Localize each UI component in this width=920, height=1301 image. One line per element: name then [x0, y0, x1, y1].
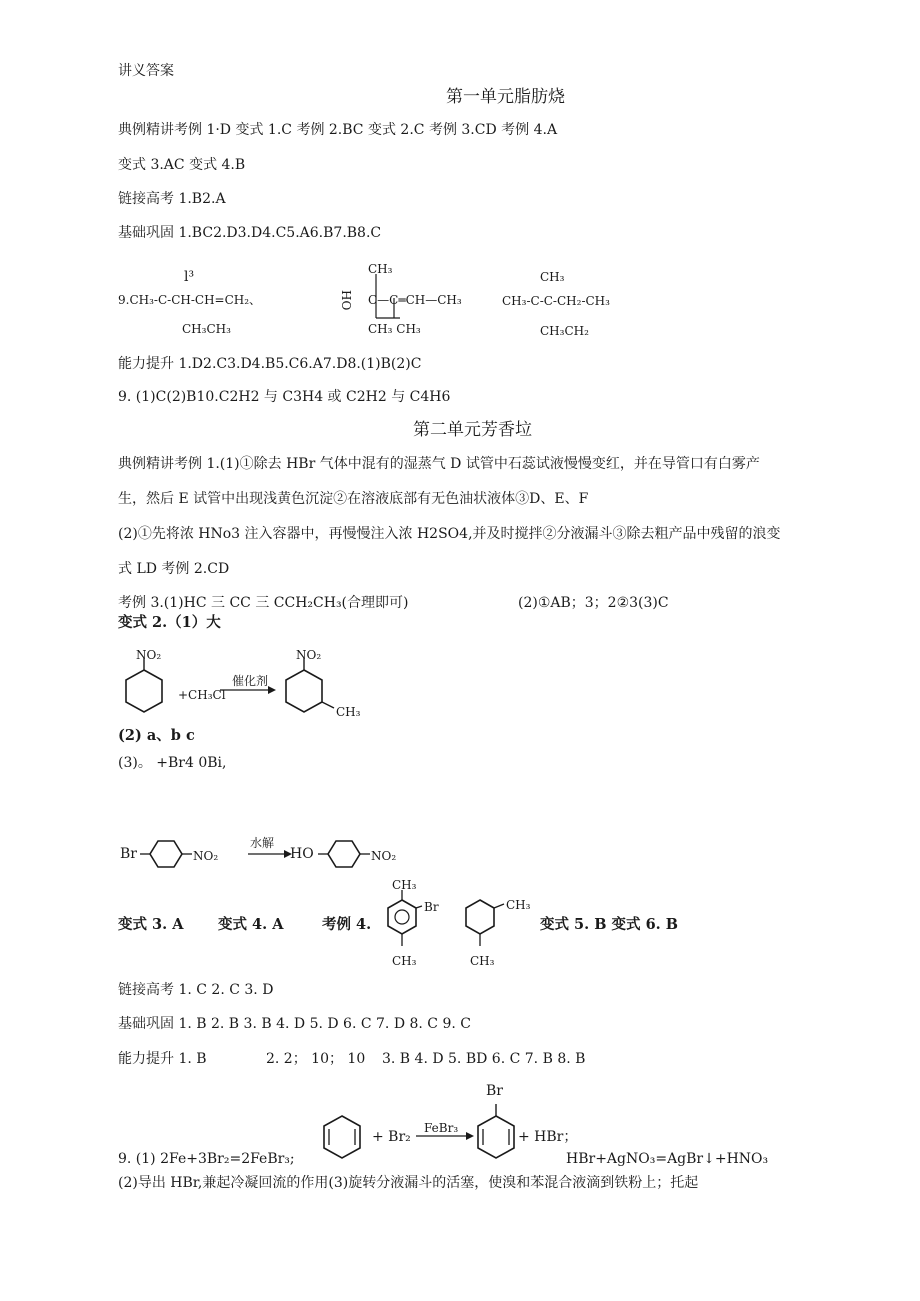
q9-structure3-main: CH₃-C-C-CH₂-CH₃ — [502, 294, 610, 308]
q9-structure2-ch3: CH₃ — [368, 262, 393, 276]
q9-structure3-top: CH₃ — [540, 270, 565, 284]
reaction3-br2: + Br₂ — [372, 1129, 411, 1145]
unit2-paragraph5b: (2)①AB；3；2②3(3)C — [518, 595, 669, 611]
unit2-paragraph5a: 考例 3.(1)HC 三 CC 三 CCH₂CH₃(合理即可) — [118, 595, 409, 611]
reaction1-catalyst: 催化剂 — [232, 674, 269, 688]
unit1-line6: 9. (1)C(2)B10.C2H2 与 C3H4 或 C2H2 与 C4H6 — [118, 389, 451, 405]
q9-structure1-top: l³ — [184, 269, 195, 285]
structure-b-ch3-side: CH₃ — [506, 898, 531, 912]
q9-structure2-chain: C—C═CH—CH₃ — [368, 293, 462, 307]
variant3-line: (3)。 +Br4 0Bi, — [118, 755, 227, 771]
reaction3-hbr: + HBr； — [518, 1129, 578, 1145]
reaction3-catalyst: FeBr₃ — [424, 1121, 459, 1135]
ability-answers-1: 能力提升 1. B — [118, 1051, 207, 1067]
reaction2-no2-right: NO₂ — [371, 849, 397, 863]
reaction1-ch3cl: +CH₃Cl — [178, 688, 226, 702]
reaction1-no2-right: NO₂ — [296, 648, 322, 662]
ability-answers-3: 3. B 4. D 5. BD 6. C 7. B 8. B — [382, 1051, 586, 1067]
q9-structure1-bottom: CH₃CH₃ — [182, 322, 231, 336]
structure-a-ch3-bottom: CH₃ — [392, 954, 417, 968]
q9-equation1: 9. (1) 2Fe+3Br₂=2FeBr₃; — [118, 1151, 295, 1167]
reaction2-hydrolysis: 水解 — [250, 836, 275, 850]
unit2-paragraph1: 典例精讲考例 1.(1)①除去 HBr 气体中混有的湿蒸气 D 试管中石蕊试液慢慢变红，并在导管口有白雾产 — [118, 456, 760, 472]
unit2-paragraph3: (2)①先将浓 HNo3 注入容器中，再慢慢注入浓 H2SO4,并及时搅拌②分液漏斗③除去粗产品中残留的浪变 — [118, 526, 781, 542]
basic-answers: 基础巩固 1. B 2. B 3. B 4. D 5. D 6. C 7. D 8. C 9. C — [118, 1016, 471, 1032]
structure-a-ch3-top: CH₃ — [392, 878, 417, 892]
variant2-label: 变式 2.（1）大 — [118, 614, 221, 631]
unit1-line1: 典例精讲考例 1·D 变式 1.C 考例 2.BC 变式 2.C 考例 3.CD 考例 4.A — [118, 122, 558, 138]
variant2-part2: (2) a、b c — [118, 727, 195, 744]
link-exam-answers: 链接高考 1. C 2. C 3. D — [118, 982, 274, 998]
example4-label: 考例 4. — [322, 916, 372, 933]
unit1-line5: 能力提升 1.D2.C3.D4.B5.C6.A7.D8.(1)B(2)C — [118, 356, 422, 372]
q9-structure2-bottom: CH₃ CH₃ — [368, 322, 421, 336]
reaction2-no2-left: NO₂ — [193, 849, 219, 863]
unit1-line3: 链接高考 1.B2.A — [118, 191, 226, 207]
last-line: (2)导出 HBr,兼起冷凝回流的作用(3)旋转分液漏斗的活塞，使溴和苯混合液滴到铁粉上；托起 — [118, 1175, 699, 1191]
header-label: 讲义答案 — [118, 63, 174, 79]
structure-b-ch3-bottom: CH₃ — [470, 954, 495, 968]
unit2-paragraph4: 式 LD 考例 2.CD — [118, 561, 230, 577]
structure-a-br: Br — [424, 900, 439, 914]
ability-answers-2: 2. 2； 10； 10 — [266, 1051, 366, 1067]
unit2-title: 第二单元芳香垃 — [413, 420, 532, 440]
variant3-answer: 变式 3. A — [118, 916, 184, 933]
q9-structure2-ho: HO — [339, 290, 353, 311]
reaction1-no2-left: NO₂ — [136, 648, 162, 662]
reaction2-br: Br — [120, 846, 137, 862]
unit1-line2: 变式 3.AC 变式 4.B — [118, 157, 246, 173]
q9-structure3-bottom: CH₃CH₂ — [540, 324, 589, 338]
reaction3-br-top: Br — [486, 1083, 503, 1099]
unit1-line4: 基础巩固 1.BC2.D3.D4.C5.A6.B7.B8.C — [118, 225, 382, 241]
unit1-title: 第一单元脂肪烧 — [446, 87, 565, 107]
reaction1-ch3: CH₃ — [336, 705, 361, 719]
reaction2-ho: HO — [290, 846, 314, 862]
unit2-paragraph2: 生，然后 E 试管中出现浅黄色沉淀②在溶液底部有无色油状液体③D、E、F — [118, 491, 589, 507]
reaction3-agno3-equation: HBr+AgNO₃=AgBr↓+HNO₃ — [566, 1151, 769, 1167]
variant5-6-answers: 变式 5. B 变式 6. B — [540, 916, 679, 933]
q9-structure1-main: 9.CH₃-C-CH-CH=CH₂、 — [118, 293, 262, 307]
variant4-answer: 变式 4. A — [218, 916, 284, 933]
